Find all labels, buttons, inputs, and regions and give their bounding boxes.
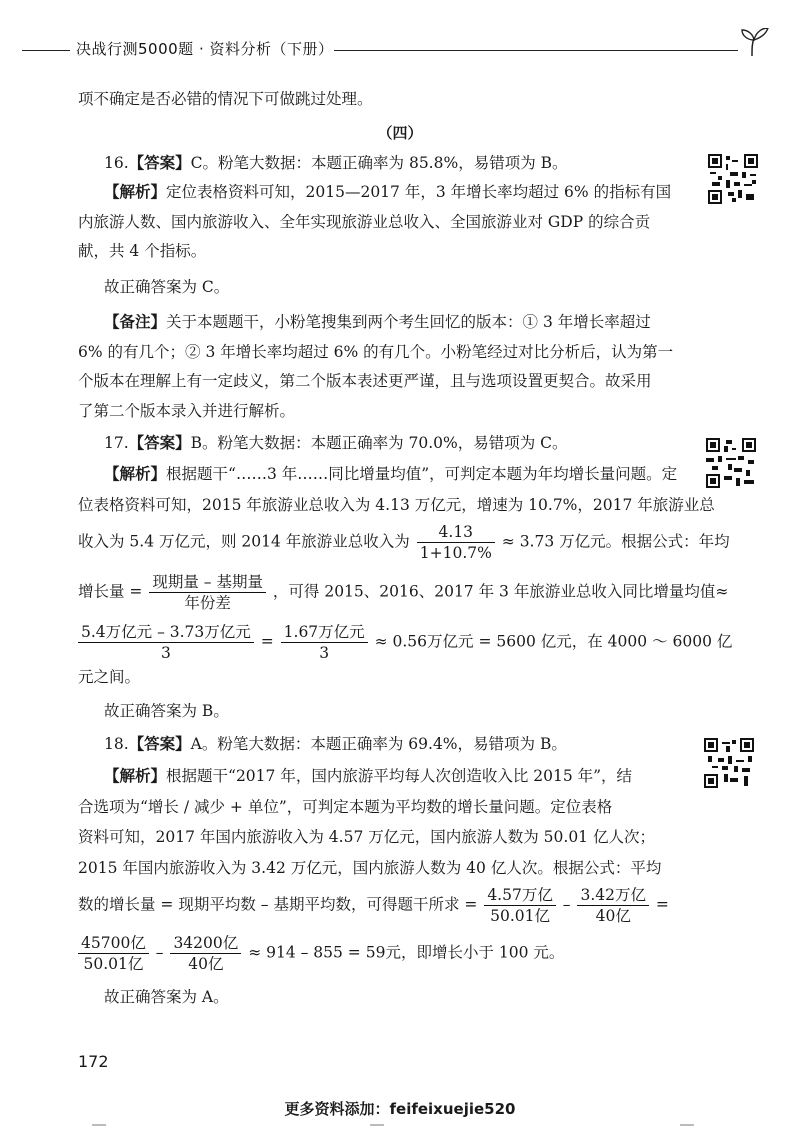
fraction-denominator: 40亿 bbox=[188, 955, 224, 973]
fraction-denominator: 3 bbox=[319, 644, 330, 662]
equals-sign: = bbox=[260, 632, 274, 651]
q17-analysis-line3 bbox=[78, 522, 730, 563]
q16-note-tag: 【备注】 bbox=[104, 313, 167, 331]
q18-conclusion: 故正确答案为 A。 bbox=[104, 988, 229, 1006]
q18-line6-post: ≈ 914 – 855 = 59元，即增长小于 100 元。 bbox=[248, 943, 565, 962]
minus-sign: – bbox=[562, 895, 571, 914]
q16-conclusion: 故正确答案为 C。 bbox=[104, 278, 230, 296]
q18-analysis-line1 bbox=[104, 765, 632, 787]
q18-analysis-line4: 2015 年国内旅游收入为 3.42 万亿元，国内旅游人数为 40 亿人次。根据公式：平均 bbox=[78, 859, 662, 877]
qr-code-icon[interactable] bbox=[706, 438, 756, 488]
fraction-numerator: 4.57万亿 bbox=[484, 885, 556, 906]
q18-analysis-line3: 资料可知，2017 年国内旅游收入为 4.57 万亿元，国内旅游人数为 50.01 亿人次； bbox=[78, 828, 655, 846]
q17-line3-pre: 收入为 5.4 万亿元，则 2014 年旅游业总收入为 bbox=[78, 532, 410, 551]
intro-line: 项不确定是否必错的情况下可做跳过处理。 bbox=[78, 90, 373, 108]
q16-analysis-line1 bbox=[104, 181, 671, 203]
q17-answer-line bbox=[104, 432, 568, 454]
q16-note-line2: 6% 的有几个；② 3 年增长率均超过 6% 的有几个。小粉笔经过对比分析后，认为第一 bbox=[78, 343, 674, 361]
section-heading: （四） bbox=[377, 124, 423, 142]
q17-line4-post: ，可得 2015、2016、2017 年 3 年旅游业总收入同比增量均值≈ bbox=[272, 582, 729, 601]
q17-analysis-line2: 位表格资料可知，2015 年旅游业总收入为 4.13 万亿元，增速为 10.7%，2017 年旅游业总 bbox=[78, 496, 715, 514]
fraction-numerator: 34200亿 bbox=[170, 933, 241, 954]
fraction-growth-formula bbox=[149, 572, 266, 613]
minus-sign: – bbox=[155, 943, 164, 962]
fraction-2015-converted bbox=[170, 933, 241, 974]
q17-number: 17. bbox=[104, 434, 129, 452]
fraction-numerator: 45700亿 bbox=[78, 933, 149, 954]
q17-analysis-line1 bbox=[104, 463, 677, 485]
q18-analysis-tag: 【解析】 bbox=[104, 767, 167, 785]
q18-analysis-line5 bbox=[78, 885, 669, 926]
q17-line3-post: ≈ 3.73 万亿元。根据公式：年均 bbox=[501, 532, 730, 551]
qr-code-icon[interactable] bbox=[704, 738, 754, 788]
sprout-icon bbox=[738, 28, 772, 58]
fraction-numerator: 1.67万亿元 bbox=[281, 622, 368, 643]
q16-answer-tag: 【答案】 bbox=[128, 154, 191, 172]
fraction-denominator: 3 bbox=[160, 644, 171, 662]
q17-conclusion: 故正确答案为 B。 bbox=[104, 702, 229, 720]
fraction-numerator: 3.42万亿 bbox=[577, 885, 649, 906]
header-rule-right bbox=[334, 50, 738, 51]
q17-analysis-tag: 【解析】 bbox=[104, 465, 167, 483]
q16-note-text1: 关于本题题干，小粉笔搜集到两个考生回忆的版本：① 3 年增长率超过 bbox=[166, 313, 651, 331]
q18-analysis-line6 bbox=[78, 933, 564, 974]
q16-analysis-text1: 定位表格资料可知，2015—2017 年，3 年增长率均超过 6% 的指标有国 bbox=[166, 183, 672, 201]
scan-mark bbox=[92, 1124, 106, 1126]
fraction-numerator: 4.13 bbox=[417, 522, 495, 543]
scan-mark bbox=[680, 1124, 694, 1126]
q17-answer-tag: 【答案】 bbox=[128, 434, 191, 452]
q16-note-line4: 了第二个版本录入并进行解析。 bbox=[78, 402, 296, 420]
q17-line4-pre: 增长量 = bbox=[78, 582, 143, 601]
q18-analysis-text1: 根据题干“2017 年，国内旅游平均每人次创造收入比 2015 年”，结 bbox=[166, 767, 633, 785]
q16-answer-line bbox=[104, 152, 568, 174]
q18-number: 18. bbox=[104, 735, 129, 753]
q16-answer-text: C。粉笔大数据：本题正确率为 85.8%，易错项为 B。 bbox=[190, 154, 568, 172]
fraction-2017-average bbox=[484, 885, 556, 926]
q17-answer-text: B。粉笔大数据：本题正确率为 70.0%，易错项为 C。 bbox=[190, 434, 568, 452]
fraction-2017-converted bbox=[78, 933, 149, 974]
fraction-denominator: 1+10.7% bbox=[419, 544, 492, 562]
fraction-numerator: 5.4万亿元 – 3.73万亿元 bbox=[78, 622, 254, 643]
fraction-2015-average bbox=[577, 885, 649, 926]
q18-answer-text: A。粉笔大数据：本题正确率为 69.4%，易错项为 B。 bbox=[190, 735, 567, 753]
equals-sign: = bbox=[655, 895, 669, 914]
fraction-denominator: 40亿 bbox=[595, 907, 631, 925]
fraction-denominator: 50.01亿 bbox=[83, 955, 144, 973]
q16-analysis-line2: 内旅游人数、国内旅游收入、全年实现旅游业总收入、全国旅游业对 GDP 的综合贡 bbox=[78, 213, 651, 231]
q18-answer-tag: 【答案】 bbox=[128, 735, 191, 753]
scan-mark bbox=[370, 1124, 384, 1126]
q17-analysis-line5 bbox=[78, 622, 732, 663]
footer-contact: 更多资料添加：feifeixuejie520 bbox=[284, 1100, 516, 1118]
q17-analysis-line4 bbox=[78, 572, 728, 613]
q16-note-line1 bbox=[104, 311, 651, 333]
q17-analysis-line6: 元之间。 bbox=[78, 668, 141, 686]
fraction-denominator: 年份差 bbox=[184, 594, 231, 612]
fraction-denominator: 50.01亿 bbox=[490, 907, 550, 925]
fraction-increment bbox=[78, 622, 254, 663]
fraction-average bbox=[281, 622, 368, 663]
q17-line5-post: ≈ 0.56万亿元 = 5600 亿元，在 4000 ～ 6000 亿 bbox=[374, 632, 733, 651]
running-header-title: 决战行测5000题 · 资料分析（下册） bbox=[72, 38, 337, 59]
header-rule-left bbox=[22, 50, 70, 51]
q17-analysis-text1: 根据题干“……3 年……同比增量均值”，可判定本题为年均增长量问题。定 bbox=[166, 465, 678, 483]
qr-code-icon[interactable] bbox=[708, 154, 758, 204]
q16-note-line3: 个版本在理解上有一定歧义，第二个版本表述更严谨，且与选项设置更契合。故采用 bbox=[78, 372, 652, 390]
q18-answer-line bbox=[104, 733, 567, 755]
page-number: 172 bbox=[78, 1052, 109, 1071]
fraction-2014-revenue bbox=[417, 522, 495, 563]
q16-analysis-tag: 【解析】 bbox=[104, 183, 167, 201]
q18-analysis-line2: 合选项为“增长 / 减少 + 单位”，可判定本题为平均数的增长量问题。定位表格 bbox=[78, 798, 613, 816]
q16-analysis-line3: 献，共 4 个指标。 bbox=[78, 242, 207, 260]
q16-number: 16. bbox=[104, 154, 129, 172]
fraction-numerator: 现期量 – 基期量 bbox=[149, 572, 266, 593]
q18-line5-pre: 数的增长量 = 现期平均数 – 基期平均数，可得题干所求 = bbox=[78, 895, 478, 914]
